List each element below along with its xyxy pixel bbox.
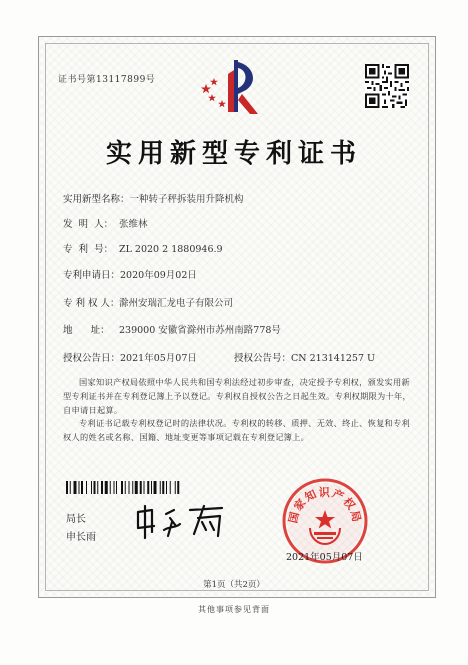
director-name: 申长雨 [66, 532, 96, 543]
director-title: 局长 [66, 514, 86, 525]
field-grant-number [234, 350, 375, 364]
certificate-number: 证书号第13117899号 [58, 75, 156, 85]
field-label: 授权公告日： [63, 353, 121, 364]
field-value: 张维林 [119, 219, 148, 230]
statement-paragraph-2: 专利证书记载专利权登记时的法律状况。专利权的转移、质押、无效、终止、恢复和专利权人的姓名或名称、国籍、地址变更等事项记载在专利登记簿上。 [63, 418, 411, 442]
field-value: 一种转子秤拆装用升降机构 [129, 194, 244, 205]
field-label: 专 利 权 人： [63, 298, 120, 309]
certificate-title: 实用新型专利证书 [105, 139, 362, 169]
field-grant-date [63, 350, 197, 364]
handwritten-signature [132, 502, 228, 540]
patent-office-logo-icon [198, 56, 268, 118]
field-filing-date [63, 267, 197, 281]
qr-code-icon [365, 64, 409, 108]
field-label: 地 址： [63, 325, 110, 336]
field-value: CN 213141257 U [291, 353, 376, 364]
field-patent-number [63, 241, 223, 255]
field-utility-model-name [63, 191, 244, 205]
field-label: 专 利 号： [63, 244, 114, 255]
field-value: 239000 安徽省滁州市苏州南路778号 [119, 325, 281, 336]
footer-note: 其他事项参见背面 [198, 605, 270, 614]
barcode-icon [66, 481, 216, 494]
statement-paragraph-1: 国家知识产权局依照中华人民共和国专利法经过初步审查，决定授予专利权，颁发实用新型专利证书并在专利登记簿上予以登记。专利权自授权公告之日起生效。专利权期限为十年，自申请日起算。 [63, 377, 411, 415]
field-value: 2021年05月07日 [120, 353, 197, 364]
seal-date: 2021年05月07日 [286, 552, 363, 563]
field-patentee [63, 295, 233, 309]
field-inventor [63, 216, 148, 230]
certificate-border-inner [45, 43, 429, 591]
field-value: ZL 2020 2 1880946.9 [119, 244, 223, 255]
field-label: 专利申请日： [63, 270, 121, 281]
field-value: 滁州安瑞汇龙电子有限公司 [119, 298, 234, 309]
page-number: 第1页（共2页） [203, 580, 265, 590]
field-value: 2020年09月02日 [120, 270, 197, 281]
field-label: 授权公告号： [234, 353, 292, 364]
field-address [63, 322, 281, 336]
seal-text: 国家知识产权局 [286, 486, 364, 525]
field-label: 发 明 人： [63, 219, 114, 230]
field-label: 实用新型名称： [63, 194, 130, 205]
